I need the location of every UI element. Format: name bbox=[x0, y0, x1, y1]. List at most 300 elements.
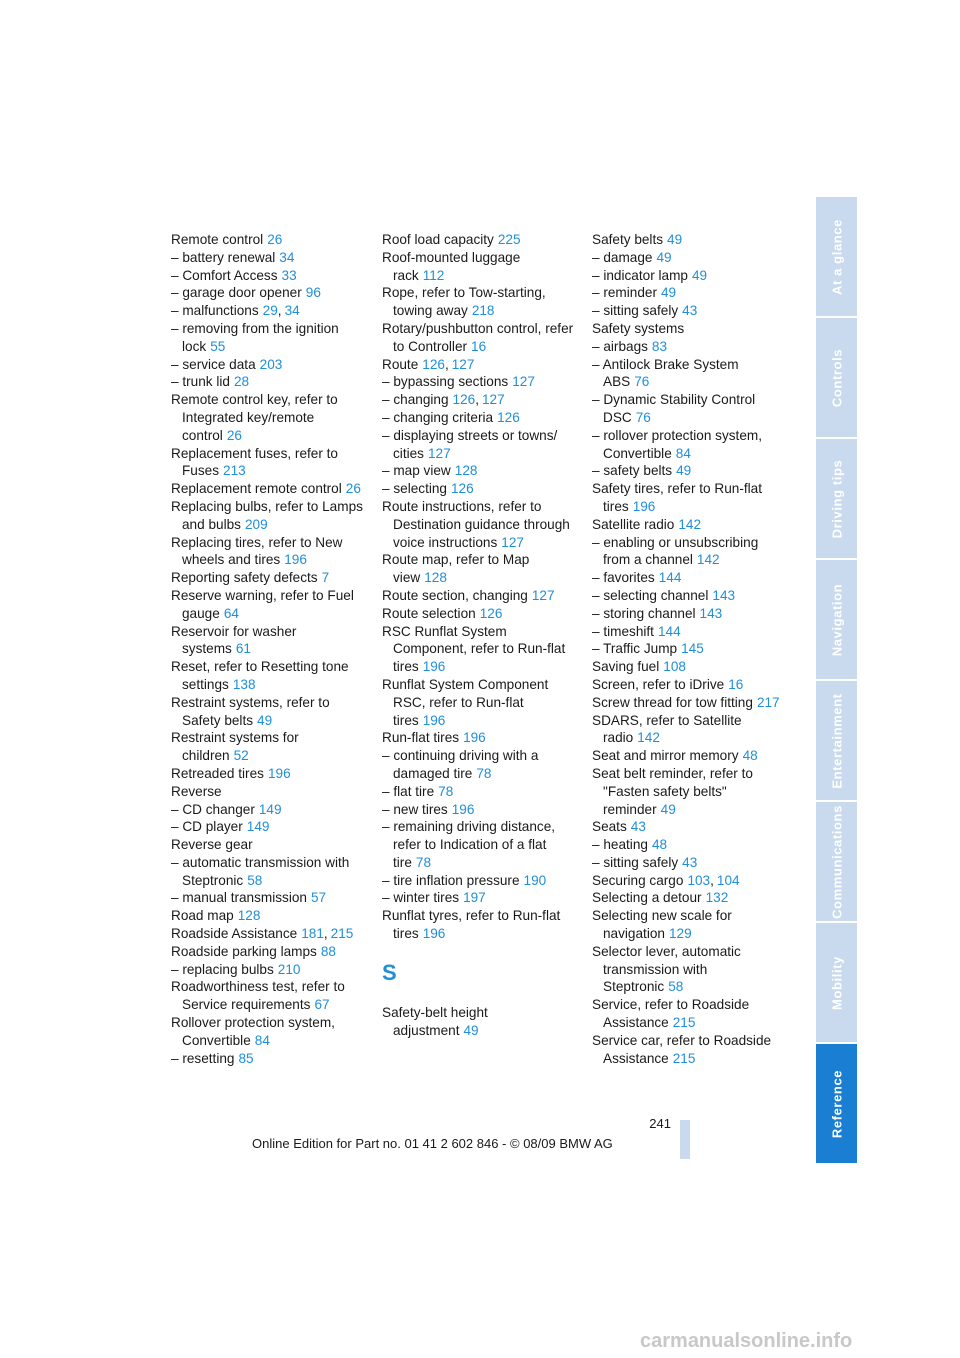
entry-text: – CD changer bbox=[171, 801, 255, 817]
page-link[interactable]: 210 bbox=[277, 961, 301, 977]
page-link[interactable]: 49 bbox=[667, 232, 683, 247]
page-link[interactable]: 132 bbox=[705, 890, 729, 906]
page-link[interactable]: 43 bbox=[682, 854, 698, 870]
index-entry bbox=[592, 427, 784, 463]
index-entry bbox=[171, 961, 363, 979]
page-link[interactable]: 76 bbox=[634, 374, 650, 390]
entry-text: Selecting a detour bbox=[592, 890, 702, 906]
chapter-tab-label: Controls bbox=[829, 348, 844, 407]
page-link[interactable]: 67 bbox=[314, 997, 330, 1013]
index-entry bbox=[382, 356, 574, 374]
chapter-tab[interactable] bbox=[816, 802, 857, 921]
index-entry bbox=[592, 943, 784, 996]
page-link[interactable]: 64 bbox=[223, 605, 239, 621]
page-link[interactable]: 149 bbox=[258, 801, 282, 817]
page-link[interactable]: 58 bbox=[247, 872, 263, 888]
index-entry bbox=[171, 1050, 363, 1068]
page-link[interactable]: 126 bbox=[497, 409, 520, 425]
index-entry bbox=[382, 872, 574, 890]
page-link[interactable]: 112 bbox=[422, 267, 445, 283]
entry-text: – damage bbox=[592, 249, 653, 265]
entry-text: Replacing bulbs, refer to Lamps and bulbs bbox=[171, 498, 363, 532]
chapter-tab[interactable] bbox=[816, 197, 857, 316]
index-entry bbox=[592, 658, 784, 676]
entry-text: Safety belts bbox=[592, 232, 664, 247]
entry-text: – manual transmission bbox=[171, 890, 307, 906]
index-entry bbox=[592, 356, 784, 392]
entry-text: Reporting safety defects bbox=[171, 570, 318, 586]
chapter-tab[interactable] bbox=[816, 560, 857, 679]
page-link[interactable]: 149 bbox=[246, 819, 270, 835]
chapter-tab-label: Communications bbox=[829, 804, 844, 919]
page-link[interactable]: 55 bbox=[210, 338, 226, 354]
page-link[interactable]: 49 bbox=[660, 801, 676, 817]
page-link[interactable]: 84 bbox=[254, 1032, 270, 1048]
chapter-tab[interactable] bbox=[816, 1044, 857, 1163]
index-entry bbox=[592, 907, 784, 943]
entry-text: – enabling or unsubscribing from a channel bbox=[592, 534, 759, 568]
entry-text: Roof load capacity bbox=[382, 232, 494, 247]
index-entry bbox=[171, 729, 363, 765]
index-entry bbox=[382, 391, 574, 409]
index-entry bbox=[382, 676, 574, 729]
page-link[interactable]: 215 bbox=[330, 926, 354, 942]
chapter-tab-label: Navigation bbox=[829, 583, 844, 656]
index-entry bbox=[592, 267, 784, 285]
index-entry bbox=[382, 747, 574, 783]
index-entry bbox=[592, 480, 784, 516]
index-entry bbox=[171, 943, 363, 961]
index-entry bbox=[382, 818, 574, 871]
entry-text: Remote control bbox=[171, 232, 264, 247]
page-link[interactable]: 196 bbox=[422, 712, 446, 728]
page-link[interactable]: 57 bbox=[311, 890, 327, 906]
page-link[interactable]: 138 bbox=[232, 676, 256, 692]
entry-text: RSC Runflat System Component, refer to Run-flat tires bbox=[382, 623, 566, 675]
entry-text: Run-flat tires bbox=[382, 730, 460, 746]
page-separator: , bbox=[444, 356, 449, 372]
entry-text: – service data bbox=[171, 356, 256, 372]
index-entry bbox=[592, 231, 784, 249]
entry-text: – remaining driving distance, refer to Indication of a flat tire bbox=[382, 819, 556, 870]
entry-text: Service, refer to Roadside Assistance bbox=[592, 997, 750, 1031]
page-separator: , bbox=[710, 872, 714, 888]
entry-text: – winter tires bbox=[382, 890, 460, 906]
entry-text: – displaying streets or towns/ cities bbox=[382, 427, 558, 461]
page-link[interactable]: 142 bbox=[678, 516, 702, 532]
page-link[interactable]: 218 bbox=[471, 303, 495, 319]
entry-text: Route map, refer to Map view bbox=[382, 552, 530, 586]
index-entry bbox=[171, 587, 363, 623]
entry-text: Road map bbox=[171, 908, 234, 924]
index-entry bbox=[382, 1004, 574, 1040]
index-entry bbox=[592, 587, 784, 605]
index-entry bbox=[171, 569, 363, 587]
index-entry bbox=[592, 996, 784, 1032]
index-entry bbox=[171, 534, 363, 570]
page-link[interactable]: 203 bbox=[259, 356, 283, 372]
index-entry bbox=[382, 551, 574, 587]
entry-text: – flat tire bbox=[382, 783, 435, 799]
page-separator: , bbox=[323, 926, 328, 942]
entry-text: Runflat System Component RSC, refer to Run-flat tires bbox=[382, 676, 549, 728]
entry-text: – automatic transmission with Steptronic bbox=[171, 854, 350, 888]
entry-text: Route instructions, refer to Destination guidance through voice instructions bbox=[382, 498, 570, 550]
page-link[interactable]: 34 bbox=[284, 303, 300, 319]
page-link[interactable]: 196 bbox=[632, 498, 656, 514]
entry-text: Route selection bbox=[382, 605, 476, 621]
index-entry bbox=[592, 872, 784, 890]
index-entry bbox=[592, 516, 784, 534]
entry-text: Reset, refer to Resetting tone settings bbox=[171, 659, 349, 692]
chapter-tab[interactable] bbox=[816, 439, 857, 558]
page-link[interactable]: 58 bbox=[668, 979, 684, 995]
page-link[interactable]: 144 bbox=[658, 570, 682, 586]
entry-text: Seat and mirror memory bbox=[592, 748, 739, 764]
chapter-tab-label: Entertainment bbox=[829, 692, 844, 789]
page-link[interactable]: 127 bbox=[451, 356, 475, 372]
index-entry bbox=[171, 231, 363, 249]
entry-text: – sitting safely bbox=[592, 854, 679, 870]
index-entry bbox=[171, 925, 363, 943]
entry-text: – heating bbox=[592, 837, 648, 853]
page-link[interactable]: 43 bbox=[682, 303, 698, 319]
page-link[interactable]: 197 bbox=[463, 890, 486, 906]
index-entry bbox=[171, 267, 363, 285]
page-link[interactable]: 78 bbox=[438, 783, 454, 799]
page-link[interactable]: 126 bbox=[451, 481, 474, 497]
entry-text: Retreaded tires bbox=[171, 765, 264, 781]
index-entry bbox=[592, 889, 784, 907]
entry-text: – sitting safely bbox=[592, 303, 679, 319]
entry-text: – map view bbox=[382, 463, 451, 479]
page-link[interactable]: 215 bbox=[672, 1050, 696, 1066]
page-link[interactable]: 88 bbox=[320, 943, 336, 959]
entry-text: – storing channel bbox=[592, 605, 696, 621]
page-link[interactable]: 127 bbox=[427, 445, 451, 461]
page-link[interactable]: 127 bbox=[512, 374, 535, 390]
index-entry bbox=[171, 302, 363, 320]
index-entry bbox=[592, 676, 784, 694]
page-link[interactable]: 213 bbox=[223, 463, 246, 479]
index-entry bbox=[592, 640, 784, 658]
page-link[interactable]: 49 bbox=[257, 712, 273, 728]
entry-text: Route section, changing bbox=[382, 587, 528, 603]
entry-text: Saving fuel bbox=[592, 659, 660, 675]
page-link[interactable]: 190 bbox=[523, 872, 547, 888]
entry-text: Seat belt reminder, refer to "Fasten safety belts" reminder bbox=[592, 765, 753, 817]
chapter-tab[interactable] bbox=[816, 681, 857, 800]
entry-text: – malfunctions bbox=[171, 303, 259, 319]
index-entry bbox=[382, 409, 574, 427]
chapter-tab-label: Mobility bbox=[829, 955, 844, 1010]
page-link[interactable]: 48 bbox=[742, 748, 758, 764]
entry-text: Roadworthiness test, refer to Service requirements bbox=[171, 979, 345, 1013]
chapter-tabs bbox=[816, 197, 857, 1165]
chapter-tab[interactable] bbox=[816, 923, 857, 1042]
page-link[interactable]: 96 bbox=[305, 285, 321, 301]
page-link[interactable]: 142 bbox=[696, 552, 720, 568]
page-link[interactable]: 128 bbox=[424, 570, 447, 586]
page-link[interactable]: 145 bbox=[681, 641, 704, 657]
page-link[interactable]: 225 bbox=[497, 232, 521, 247]
entry-text: Reverse bbox=[171, 783, 222, 799]
entry-text: – new tires bbox=[382, 801, 448, 817]
index-entry bbox=[592, 836, 784, 854]
page-link[interactable]: 196 bbox=[267, 765, 291, 781]
index-entry bbox=[171, 284, 363, 302]
index-entry bbox=[592, 462, 784, 480]
index-entry bbox=[382, 462, 574, 480]
index-entry bbox=[171, 498, 363, 534]
index-entry bbox=[382, 889, 574, 907]
index-entry bbox=[382, 587, 574, 605]
page-link[interactable]: 16 bbox=[471, 338, 487, 354]
page-link[interactable]: 196 bbox=[463, 730, 486, 746]
entry-text: – rollover protection system, Convertible bbox=[592, 427, 762, 461]
page-link[interactable]: 209 bbox=[244, 516, 268, 532]
page-link[interactable]: 126 bbox=[479, 605, 503, 621]
index-entry bbox=[382, 623, 574, 676]
index-entry bbox=[382, 231, 574, 249]
footer-text: Online Edition for Part no. 01 41 2 602 846 - © 08/09 BMW AG bbox=[252, 1136, 613, 1151]
page-link[interactable]: 143 bbox=[699, 605, 723, 621]
page-link[interactable]: 61 bbox=[235, 641, 251, 657]
page-link[interactable]: 196 bbox=[284, 552, 307, 568]
index-entry bbox=[382, 284, 574, 320]
entry-text: – CD player bbox=[171, 819, 243, 835]
index-entry bbox=[382, 907, 574, 943]
index-entry bbox=[171, 249, 363, 267]
entry-text: – selecting channel bbox=[592, 587, 709, 603]
page-link[interactable]: 143 bbox=[712, 587, 736, 603]
entry-text: – garage door opener bbox=[171, 285, 302, 301]
index-entry bbox=[592, 534, 784, 570]
index-entry bbox=[592, 765, 784, 818]
index-entry bbox=[592, 623, 784, 641]
page-link[interactable]: 126 bbox=[452, 392, 476, 408]
page-link[interactable]: 142 bbox=[637, 730, 660, 746]
page-link[interactable]: 26 bbox=[345, 481, 361, 497]
entry-text: – Antilock Brake System ABS bbox=[592, 356, 739, 390]
entry-text: – airbags bbox=[592, 338, 648, 354]
page-link[interactable]: 78 bbox=[476, 765, 492, 781]
index-entry bbox=[382, 801, 574, 819]
index-entry bbox=[171, 836, 363, 854]
entry-text: – removing from the ignition lock bbox=[171, 320, 339, 354]
index-entry bbox=[171, 765, 363, 783]
page-link[interactable]: 128 bbox=[237, 908, 261, 924]
index-column-1 bbox=[171, 231, 363, 1067]
page-link[interactable]: 126 bbox=[422, 356, 445, 372]
entry-text: Roadside parking lamps bbox=[171, 943, 317, 959]
entry-text: – indicator lamp bbox=[592, 267, 688, 283]
entry-text: – Comfort Access bbox=[171, 267, 278, 283]
page-link[interactable]: 26 bbox=[226, 427, 242, 443]
page-link[interactable]: 26 bbox=[267, 232, 283, 247]
index-entry bbox=[592, 694, 784, 712]
page-link[interactable]: 127 bbox=[481, 392, 505, 408]
chapter-tab-label: At a glance bbox=[829, 218, 844, 295]
index-entry bbox=[171, 320, 363, 356]
index-entry bbox=[382, 427, 574, 463]
index-entry bbox=[171, 623, 363, 659]
entry-text: Rollover protection system, Convertible bbox=[171, 1015, 335, 1048]
entry-text: Remote control key, refer to Integrated key/remote control bbox=[171, 392, 338, 443]
entry-text: Safety-belt height adjustment bbox=[382, 1004, 488, 1038]
entry-text: – changing criteria bbox=[382, 409, 494, 425]
index-entry bbox=[171, 1014, 363, 1050]
entry-text: SDARS, refer to Satellite radio bbox=[592, 712, 742, 746]
page-link[interactable]: 33 bbox=[281, 267, 297, 283]
index-entry bbox=[171, 854, 363, 890]
index-entry bbox=[382, 373, 574, 391]
entry-text: – battery renewal bbox=[171, 249, 276, 265]
entry-text: Seats bbox=[592, 819, 627, 835]
entry-text: – changing bbox=[382, 392, 449, 408]
entry-text: – continuing driving with a damaged tire bbox=[382, 748, 539, 781]
page-separator: , bbox=[277, 303, 282, 319]
page-link[interactable]: 28 bbox=[233, 374, 250, 390]
entry-text: – tire inflation pressure bbox=[382, 872, 520, 888]
index-entry bbox=[382, 249, 574, 285]
page-link[interactable]: 78 bbox=[415, 854, 432, 870]
index-entry bbox=[171, 978, 363, 1014]
index-entry bbox=[592, 320, 784, 338]
entry-text: Reservoir for washer systems bbox=[171, 623, 297, 657]
entry-text: – selecting bbox=[382, 481, 447, 497]
index-entry bbox=[171, 889, 363, 907]
page-link[interactable]: 103 bbox=[687, 872, 711, 888]
page-link[interactable]: 129 bbox=[668, 926, 692, 942]
entry-text: Reverse gear bbox=[171, 837, 253, 853]
entry-text: – replacing bulbs bbox=[171, 961, 274, 977]
page-link[interactable]: 181 bbox=[301, 926, 324, 942]
index-entry bbox=[592, 605, 784, 623]
index-entry bbox=[171, 391, 363, 444]
page-link[interactable]: 49 bbox=[676, 463, 692, 479]
entry-text: Roadside Assistance bbox=[171, 926, 298, 942]
page-link[interactable]: 217 bbox=[756, 694, 780, 710]
entry-text: Roof-mounted luggage rack bbox=[382, 249, 521, 283]
entry-text: Rotary/pushbutton control, refer to Controller bbox=[382, 320, 574, 354]
entry-text: – timeshift bbox=[592, 623, 654, 639]
entry-text: Restraint systems, refer to Safety belts bbox=[171, 694, 330, 728]
page-link[interactable]: 128 bbox=[454, 463, 478, 479]
entry-text: Service car, refer to Roadside Assistance bbox=[592, 1032, 772, 1066]
section-letter-s: S bbox=[382, 959, 397, 985]
page-link[interactable]: 84 bbox=[675, 445, 691, 461]
entry-text: – reminder bbox=[592, 285, 657, 301]
index-entry bbox=[171, 658, 363, 694]
index-column-3 bbox=[592, 231, 784, 1067]
index-entry bbox=[382, 783, 574, 801]
page-link[interactable]: 16 bbox=[728, 676, 744, 692]
chapter-tab-label: Driving tips bbox=[829, 459, 844, 538]
entry-text: Rope, refer to Tow-starting, towing away bbox=[382, 285, 546, 319]
page-link[interactable]: 85 bbox=[238, 1050, 254, 1066]
page-link[interactable]: 43 bbox=[630, 819, 646, 835]
page-link[interactable]: 144 bbox=[657, 623, 681, 639]
footer-bar bbox=[680, 1120, 690, 1159]
index-entry bbox=[592, 302, 784, 320]
index-entry bbox=[171, 783, 363, 801]
page-link[interactable]: 127 bbox=[501, 534, 524, 550]
entry-text: Selecting new scale for navigation bbox=[592, 908, 732, 942]
entry-text: – bypassing sections bbox=[382, 374, 509, 390]
page-link[interactable]: 52 bbox=[233, 748, 249, 764]
index-entry bbox=[382, 480, 574, 498]
entry-text: Replacement remote control bbox=[171, 481, 342, 497]
index-entry bbox=[592, 249, 784, 267]
index-entry bbox=[592, 391, 784, 427]
index-entry bbox=[382, 498, 574, 551]
page-link[interactable]: 76 bbox=[635, 409, 651, 425]
index-entry bbox=[382, 605, 574, 623]
index-entry bbox=[171, 818, 363, 836]
entry-text: Replacement fuses, refer to Fuses bbox=[171, 445, 338, 479]
page-link[interactable]: 48 bbox=[651, 837, 668, 853]
page-link[interactable]: 196 bbox=[422, 926, 446, 942]
index-entry bbox=[171, 356, 363, 374]
index-entry bbox=[592, 1032, 784, 1068]
watermark: carmanualsonline.info bbox=[640, 1330, 853, 1352]
entry-text: Restraint systems for children bbox=[171, 730, 299, 764]
index-entry bbox=[171, 694, 363, 730]
entry-text: Screen, refer to iDrive bbox=[592, 676, 725, 692]
page-link[interactable]: 49 bbox=[656, 249, 672, 265]
index-entry bbox=[592, 338, 784, 356]
entry-text: – trunk lid bbox=[171, 374, 230, 390]
index-entry bbox=[382, 320, 574, 356]
entry-text: Safety systems bbox=[592, 320, 685, 336]
page-link[interactable]: 104 bbox=[716, 872, 740, 888]
entry-text: Reserve warning, refer to Fuel gauge bbox=[171, 587, 354, 621]
page-link[interactable]: 34 bbox=[279, 249, 295, 265]
page-link[interactable]: 7 bbox=[321, 570, 330, 586]
page-link[interactable]: 108 bbox=[663, 659, 686, 675]
entry-text: Satellite radio bbox=[592, 516, 675, 532]
page-link[interactable]: 49 bbox=[463, 1022, 479, 1038]
page-link[interactable]: 196 bbox=[451, 801, 475, 817]
index-entry bbox=[592, 569, 784, 587]
page-link[interactable]: 127 bbox=[531, 587, 555, 603]
index-column-2 bbox=[382, 231, 574, 1039]
index-entry bbox=[171, 445, 363, 481]
entry-text: Securing cargo bbox=[592, 872, 684, 888]
index-entry bbox=[171, 801, 363, 819]
page-link[interactable]: 49 bbox=[691, 267, 708, 283]
entry-text: Selector lever, automatic transmission with Steptronic bbox=[592, 943, 741, 995]
page-link[interactable]: 29 bbox=[262, 303, 278, 319]
page-link[interactable]: 83 bbox=[651, 338, 668, 354]
entry-text: Safety tires, refer to Run-flat tires bbox=[592, 481, 762, 514]
index-entry bbox=[171, 907, 363, 925]
index-entry bbox=[592, 818, 784, 836]
chapter-tab[interactable] bbox=[816, 318, 857, 437]
page-link[interactable]: 215 bbox=[672, 1015, 696, 1031]
entry-text: Route bbox=[382, 356, 419, 372]
entry-text: – resetting bbox=[171, 1050, 235, 1066]
page-number: 241 bbox=[649, 1116, 671, 1131]
index-entry bbox=[592, 854, 784, 872]
index-entry bbox=[171, 373, 363, 391]
index-entry bbox=[382, 729, 574, 747]
entry-text: – Traffic Jump bbox=[592, 641, 678, 657]
index-entry bbox=[592, 284, 784, 302]
page-link[interactable]: 196 bbox=[422, 659, 446, 675]
page-link[interactable]: 49 bbox=[660, 285, 677, 301]
